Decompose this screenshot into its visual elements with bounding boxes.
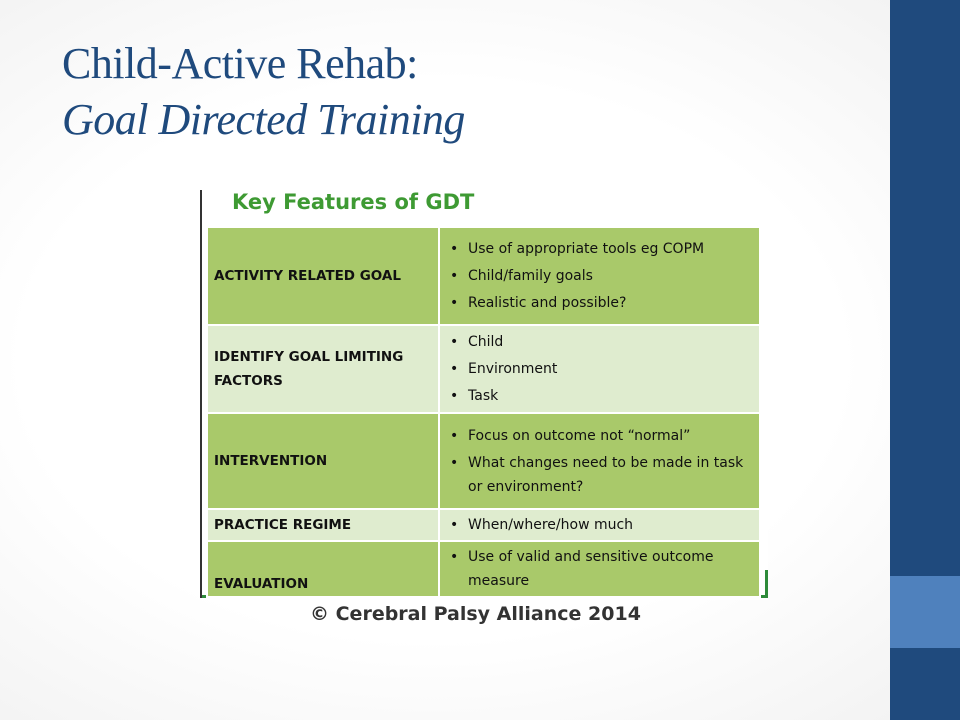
row-bullets — [439, 227, 760, 325]
table-row — [207, 227, 760, 325]
table-row — [207, 413, 760, 509]
table-row — [207, 509, 760, 541]
table-row — [207, 325, 760, 413]
row-label: INTERVENTION — [207, 413, 439, 509]
bullet-item: • What changes need to be made in task or environment? — [446, 451, 753, 499]
row-label: IDENTIFY GOAL LIMITING FACTORS — [207, 325, 439, 413]
bullet-item: • Environment — [446, 357, 753, 381]
title-line-1: Child-Active Rehab: — [62, 39, 418, 88]
gdt-figure — [200, 188, 768, 600]
copyright-caption: © Cerebral Palsy Alliance 2014 — [310, 603, 641, 625]
features-table — [206, 226, 761, 598]
bullet-item: • Realistic and possible? — [446, 291, 753, 315]
figure-heading: Key Features of GDT — [232, 190, 475, 214]
bullet-item: • Child — [446, 330, 753, 354]
bullet-item: • Use of appropriate tools eg COPM — [446, 237, 753, 261]
bullet-item: • Focus on outcome not “normal” — [446, 424, 753, 448]
row-label: ACTIVITY RELATED GOAL — [207, 227, 439, 325]
row-bullets — [439, 541, 760, 597]
slide-title — [62, 36, 862, 148]
row-bullets — [439, 325, 760, 413]
row-label: PRACTICE REGIME — [207, 509, 439, 541]
row-label: EVALUATION — [207, 541, 439, 597]
row-bullets — [439, 509, 760, 541]
right-accent-block — [890, 576, 960, 648]
table-row — [207, 541, 760, 597]
figure-left-border — [200, 190, 202, 598]
bullet-item: • Child/family goals — [446, 264, 753, 288]
row-bullets — [439, 413, 760, 509]
bullet-item: • When/where/how much — [446, 513, 753, 537]
bullet-item: • Use of valid and sensitive outcome measure — [446, 545, 753, 593]
title-line-2: Goal Directed Training — [62, 95, 465, 144]
bullet-item: • Task — [446, 384, 753, 408]
